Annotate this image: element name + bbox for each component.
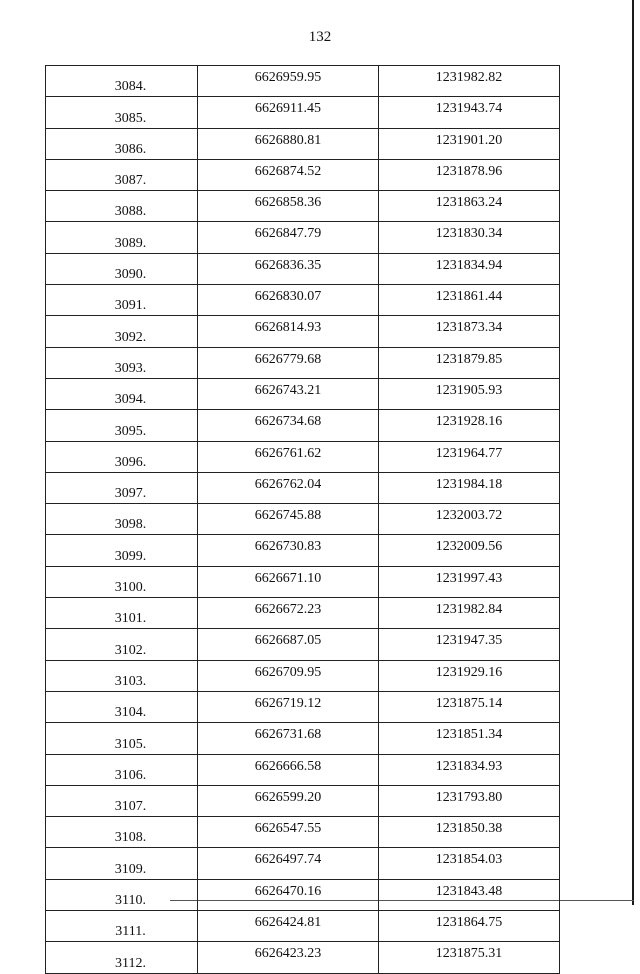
table-row [46, 222, 560, 253]
y-coordinate-cell: 1231879.85 [379, 347, 560, 378]
page-number: 132 [308, 29, 332, 45]
table-row [46, 911, 560, 942]
point-number-cell: 3107. [46, 785, 198, 816]
table-row [46, 441, 560, 472]
x-coordinate-cell: 6626959.95 [198, 66, 379, 97]
y-coordinate-cell: 1231982.82 [379, 66, 560, 97]
x-coordinate-cell: 6626423.23 [198, 942, 379, 973]
point-number-cell: 3090. [46, 253, 198, 284]
x-coordinate-cell: 6626743.21 [198, 378, 379, 409]
point-number-cell: 3092. [46, 316, 198, 347]
x-coordinate-cell: 6626424.81 [198, 911, 379, 942]
x-coordinate-cell: 6626672.23 [198, 598, 379, 629]
table-row [46, 410, 560, 441]
x-coordinate-cell: 6626745.88 [198, 504, 379, 535]
coordinates-table [45, 65, 560, 974]
x-coordinate-cell: 6626599.20 [198, 785, 379, 816]
table-row [46, 660, 560, 691]
table-row [46, 598, 560, 629]
y-coordinate-cell: 1231864.75 [379, 911, 560, 942]
table-row [46, 942, 560, 973]
table-row [46, 128, 560, 159]
y-coordinate-cell: 1231947.35 [379, 629, 560, 660]
table-row [46, 191, 560, 222]
x-coordinate-cell: 6626814.93 [198, 316, 379, 347]
x-coordinate-cell: 6626731.68 [198, 723, 379, 754]
y-coordinate-cell: 1231863.24 [379, 191, 560, 222]
x-coordinate-cell: 6626761.62 [198, 441, 379, 472]
point-number-cell: 3106. [46, 754, 198, 785]
y-coordinate-cell: 1231997.43 [379, 566, 560, 597]
point-number-cell: 3098. [46, 504, 198, 535]
x-coordinate-cell: 6626830.07 [198, 285, 379, 316]
y-coordinate-cell: 1231964.77 [379, 441, 560, 472]
x-coordinate-cell: 6626671.10 [198, 566, 379, 597]
table-row [46, 785, 560, 816]
y-coordinate-cell: 1231943.74 [379, 97, 560, 128]
y-coordinate-cell: 1231793.80 [379, 785, 560, 816]
table-row [46, 754, 560, 785]
table-row [46, 253, 560, 284]
y-coordinate-cell: 1231982.84 [379, 598, 560, 629]
point-number-cell: 3087. [46, 159, 198, 190]
y-coordinate-cell: 1231830.34 [379, 222, 560, 253]
x-coordinate-cell: 6626734.68 [198, 410, 379, 441]
table-row [46, 316, 560, 347]
y-coordinate-cell: 1231834.94 [379, 253, 560, 284]
coordinates-table-body [46, 66, 560, 974]
y-coordinate-cell: 1231851.34 [379, 723, 560, 754]
table-row [46, 66, 560, 97]
y-coordinate-cell: 1231834.93 [379, 754, 560, 785]
point-number-cell: 3103. [46, 660, 198, 691]
table-row [46, 504, 560, 535]
y-coordinate-cell: 1231984.18 [379, 472, 560, 503]
table-row [46, 535, 560, 566]
x-coordinate-cell: 6626470.16 [198, 879, 379, 910]
point-number-cell: 3093. [46, 347, 198, 378]
x-coordinate-cell: 6626911.45 [198, 97, 379, 128]
scan-edge-right [632, 0, 634, 905]
table-row [46, 472, 560, 503]
table-row [46, 159, 560, 190]
x-coordinate-cell: 6626779.68 [198, 347, 379, 378]
table-row [46, 97, 560, 128]
y-coordinate-cell: 1231854.03 [379, 848, 560, 879]
point-number-cell: 3088. [46, 191, 198, 222]
point-number-cell: 3104. [46, 691, 198, 722]
point-number-cell: 3085. [46, 97, 198, 128]
x-coordinate-cell: 6626687.05 [198, 629, 379, 660]
y-coordinate-cell: 1231929.16 [379, 660, 560, 691]
x-coordinate-cell: 6626709.95 [198, 660, 379, 691]
point-number-cell: 3109. [46, 848, 198, 879]
x-coordinate-cell: 6626730.83 [198, 535, 379, 566]
table-row [46, 347, 560, 378]
y-coordinate-cell: 1231875.14 [379, 691, 560, 722]
point-number-cell: 3086. [46, 128, 198, 159]
x-coordinate-cell: 6626836.35 [198, 253, 379, 284]
y-coordinate-cell: 1231928.16 [379, 410, 560, 441]
y-coordinate-cell: 1232009.56 [379, 535, 560, 566]
y-coordinate-cell: 1231875.31 [379, 942, 560, 973]
x-coordinate-cell: 6626858.36 [198, 191, 379, 222]
point-number-cell: 3084. [46, 66, 198, 97]
x-coordinate-cell: 6626666.58 [198, 754, 379, 785]
table-row [46, 378, 560, 409]
table-row [46, 848, 560, 879]
point-number-cell: 3089. [46, 222, 198, 253]
y-coordinate-cell: 1231843.48 [379, 879, 560, 910]
table-row [46, 691, 560, 722]
table-row [46, 629, 560, 660]
y-coordinate-cell: 1231901.20 [379, 128, 560, 159]
y-coordinate-cell: 1231873.34 [379, 316, 560, 347]
point-number-cell: 3110. [46, 879, 198, 910]
x-coordinate-cell: 6626719.12 [198, 691, 379, 722]
point-number-cell: 3108. [46, 817, 198, 848]
point-number-cell: 3096. [46, 441, 198, 472]
point-number-cell: 3102. [46, 629, 198, 660]
point-number-cell: 3091. [46, 285, 198, 316]
point-number-cell: 3099. [46, 535, 198, 566]
point-number-cell: 3100. [46, 566, 198, 597]
x-coordinate-cell: 6626880.81 [198, 128, 379, 159]
y-coordinate-cell: 1231861.44 [379, 285, 560, 316]
point-number-cell: 3112. [46, 942, 198, 973]
point-number-cell: 3094. [46, 378, 198, 409]
point-number-cell: 3095. [46, 410, 198, 441]
point-number-cell: 3097. [46, 472, 198, 503]
x-coordinate-cell: 6626847.79 [198, 222, 379, 253]
point-number-cell: 3101. [46, 598, 198, 629]
y-coordinate-cell: 1231850.38 [379, 817, 560, 848]
y-coordinate-cell: 1232003.72 [379, 504, 560, 535]
point-number-cell: 3105. [46, 723, 198, 754]
table-row [46, 879, 560, 910]
x-coordinate-cell: 6626497.74 [198, 848, 379, 879]
x-coordinate-cell: 6626762.04 [198, 472, 379, 503]
x-coordinate-cell: 6626874.52 [198, 159, 379, 190]
point-number-cell: 3111. [46, 911, 198, 942]
table-row [46, 817, 560, 848]
table-row [46, 285, 560, 316]
table-row [46, 723, 560, 754]
table-row [46, 566, 560, 597]
y-coordinate-cell: 1231905.93 [379, 378, 560, 409]
x-coordinate-cell: 6626547.55 [198, 817, 379, 848]
y-coordinate-cell: 1231878.96 [379, 159, 560, 190]
